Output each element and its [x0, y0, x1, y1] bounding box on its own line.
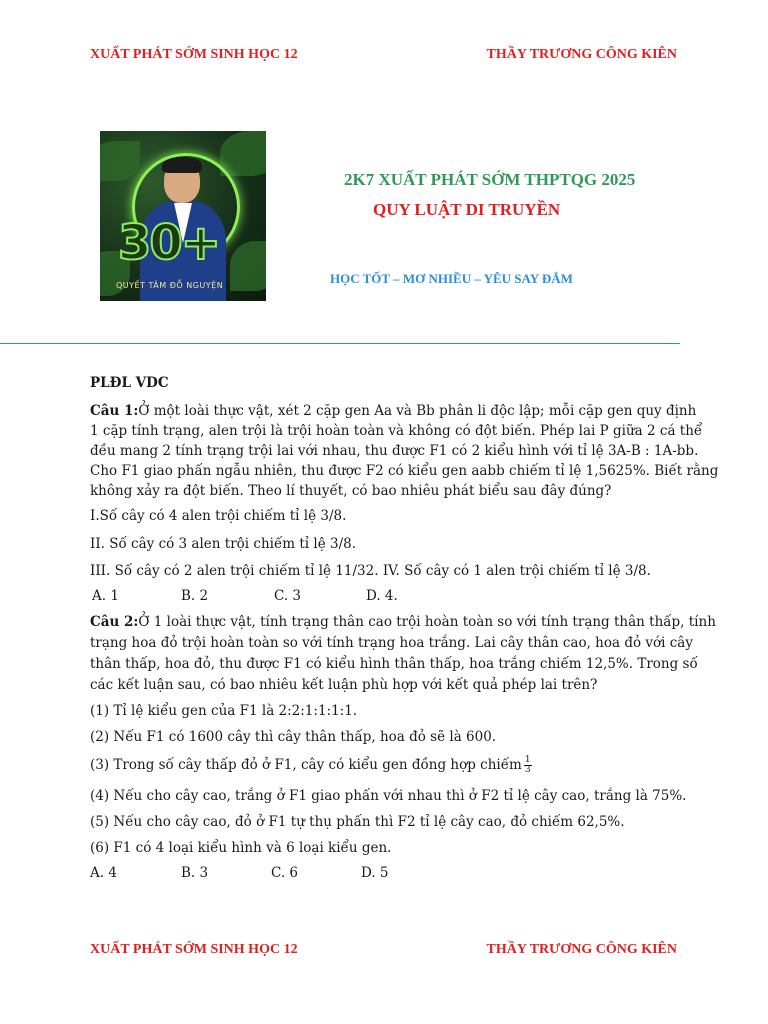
q2-statement: (3) Trong số cây thấp đỏ ở F1, cây có kiểu gen đồng hợp chiếm $\frac{1}{3}$ — [90, 755, 531, 775]
q2-option-c: C. 6 — [271, 865, 299, 881]
q1-line: 1 cặp tính trạng, alen trội là trội hoàn toàn và không có đột biến. Phép lai P giữa 2 cá thể — [90, 423, 703, 439]
divider — [0, 343, 680, 344]
q2-statement: (4) Nếu cho cây cao, trắng ở F1 giao phấn với nhau thì ở F2 tỉ lệ cây cao, trắng là 75%. — [90, 788, 687, 804]
q1-label: Câu 1: — [90, 403, 139, 419]
q2-statement: (6) F1 có 4 loại kiểu hình và 6 loại kiểu gen. — [90, 840, 392, 856]
q2-option-d: D. 5 — [361, 865, 389, 881]
q2-line: Câu 2:Ở 1 loài thực vật, tính trạng thân cao trội hoàn toàn so với tính trạng thân thấp, tính — [90, 614, 716, 630]
q2-label: Câu 2: — [90, 614, 139, 630]
header-right: THẦY TRƯƠNG CÔNG KIÊN — [486, 47, 677, 62]
q1-line: Cho F1 giao phấn ngẫu nhiên, thu được F2 có kiểu gen aabb chiếm tỉ lệ 1,5625%. Biết rằng — [90, 463, 719, 479]
q1-line: đều mang 2 tính trạng trội lai với nhau, thu được F1 có 2 kiểu hình với tỉ lệ 3A-B : 1A-bb. — [90, 443, 699, 459]
footer-left: XUẤT PHÁT SỚM SINH HỌC 12 — [90, 942, 298, 957]
q1-option-d: D. 4. — [366, 588, 398, 604]
banner-subtitle: QUY LUẬT DI TRUYỀN — [373, 200, 561, 219]
q2-statement: (1) Tỉ lệ kiểu gen của F1 là 2:2:1:1:1:1. — [90, 703, 358, 719]
header-left: XUẤT PHÁT SỚM SINH HỌC 12 — [90, 47, 298, 62]
q1-statement: I.Số cây có 4 alen trội chiếm tỉ lệ 3/8. — [90, 508, 347, 524]
q2-statement: (2) Nếu F1 có 1600 cây thì cây thân thấp, hoa đỏ sẽ là 600. — [90, 729, 497, 745]
section-title: PLĐL VDC — [90, 375, 169, 391]
q2-option-a: A. 4 — [90, 865, 117, 881]
q2-statement: (5) Nếu cho cây cao, đỏ ở F1 tự thụ phấn thì F2 tỉ lệ cây cao, đỏ chiếm 62,5%. — [90, 814, 625, 830]
q2-line: thân thấp, hoa đỏ, thu được F1 có kiểu hình thân thấp, hoa trắng chiếm 12,5%. Trong số — [90, 656, 698, 672]
q2-line: các kết luận sau, có bao nhiêu kết luận phù hợp với kết quả phép lai trên? — [90, 677, 598, 693]
q1-line: không xảy ra đột biến. Theo lí thuyết, có bao nhiêu phát biểu sau đây đúng? — [90, 483, 612, 499]
q2-line: trạng hoa đỏ trội hoàn toàn so với tính trạng hoa trắng. Lai cây thân cao, hoa đỏ với cây — [90, 635, 693, 651]
q1-line: Câu 1:Ở một loài thực vật, xét 2 cặp gen Aa và Bb phân li độc lập; mỗi cặp gen quy định — [90, 403, 697, 419]
banner-slogan: HỌC TỐT – MƠ NHIỀU – YÊU SAY ĐẮM — [330, 271, 573, 286]
banner-title: 2K7 XUẤT PHÁT SỚM THPTQG 2025 — [344, 170, 636, 189]
q1-option-a: A. 1 — [92, 588, 119, 604]
q1-statement: II. Số cây có 3 alen trội chiếm tỉ lệ 3/8. — [90, 536, 357, 552]
footer-right: THẦY TRƯƠNG CÔNG KIÊN — [486, 942, 677, 957]
fraction-one-third: $\frac{1}{3}$ — [524, 755, 531, 775]
photo-caption: QUYẾT TÂM ĐỖ NGUYỆN — [116, 281, 224, 290]
teacher-photo — [100, 131, 266, 301]
photo-number: 30+ — [118, 215, 220, 271]
q1-statement: III. Số cây có 2 alen trội chiếm tỉ lệ 11/32. IV. Số cây có 1 alen trội chiếm tỉ lệ 3/8. — [90, 563, 651, 579]
q1-option-c: C. 3 — [274, 588, 302, 604]
q1-option-b: B. 2 — [181, 588, 209, 604]
q2-option-b: B. 3 — [181, 865, 209, 881]
